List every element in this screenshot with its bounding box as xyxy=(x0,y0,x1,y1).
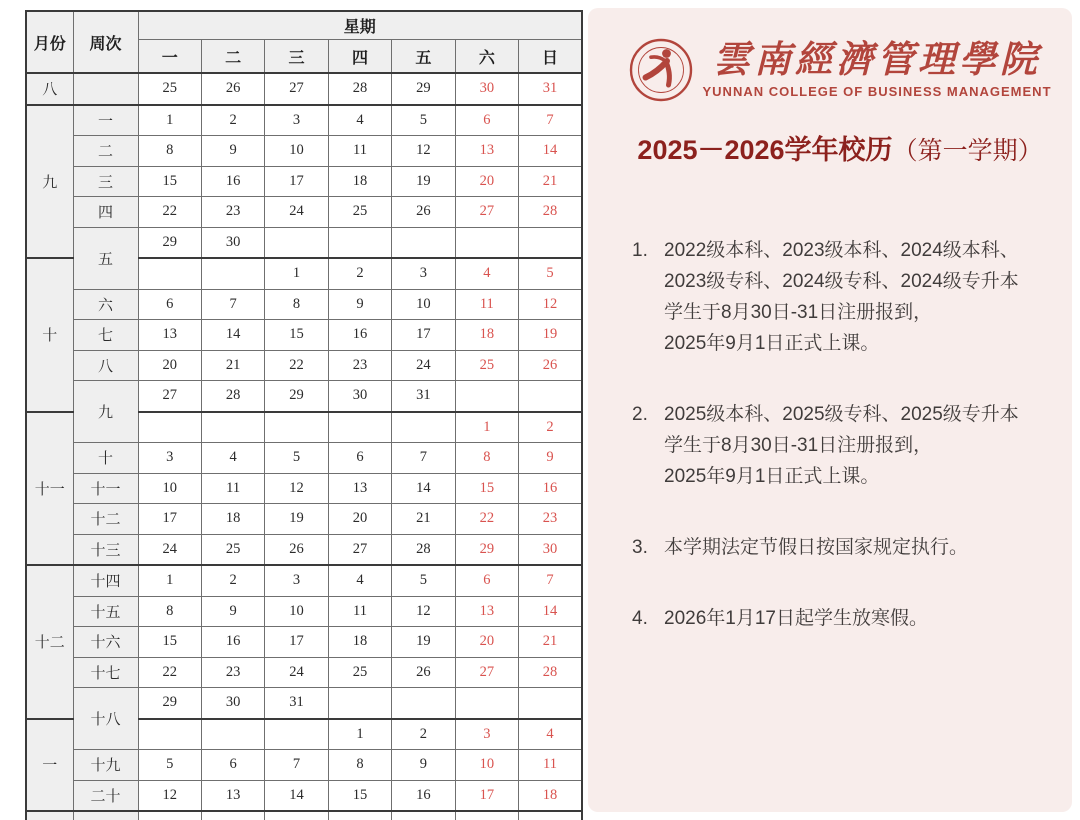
day-cell: 19 xyxy=(392,627,455,658)
calendar-row xyxy=(26,350,582,381)
day-cell xyxy=(519,381,582,412)
note-item xyxy=(632,399,1048,492)
day-cell: 8 xyxy=(328,750,391,781)
day-cell xyxy=(138,412,201,443)
day-cell: 1 xyxy=(455,412,518,443)
day-cell: 6 xyxy=(455,105,518,136)
day-cell xyxy=(265,719,328,750)
day-cell: 20 xyxy=(328,504,391,535)
week-cell: 四 xyxy=(73,197,138,228)
day-cell: 18 xyxy=(519,780,582,811)
day-cell: 28 xyxy=(392,534,455,565)
day-cell: 26 xyxy=(519,350,582,381)
notes-list xyxy=(632,235,1048,634)
note-number: 3. xyxy=(632,537,648,558)
day-cell: 10 xyxy=(455,750,518,781)
day-cell: 10 xyxy=(138,473,201,504)
day-cell: 14 xyxy=(519,136,582,167)
note-line: 2025级本科、2025级专科、2025级专升本 xyxy=(664,404,1019,425)
day-cell: 16 xyxy=(392,780,455,811)
day-cell xyxy=(455,811,518,820)
day-cell xyxy=(328,811,391,820)
day-cell: 23 xyxy=(519,504,582,535)
day-cell: 16 xyxy=(328,320,391,351)
calendar-row xyxy=(26,750,582,781)
week-cell xyxy=(73,73,138,105)
day-cell: 22 xyxy=(138,657,201,688)
month-cell xyxy=(26,811,73,820)
note-text xyxy=(664,399,1019,492)
calendar-row xyxy=(26,197,582,228)
week-cell: 十八 xyxy=(73,688,138,750)
day-cell: 21 xyxy=(519,627,582,658)
note-line: 2025年9月1日正式上课。 xyxy=(664,333,880,354)
day-cell: 20 xyxy=(455,627,518,658)
day-cell: 14 xyxy=(201,320,264,351)
header-weekday: 五 xyxy=(392,40,455,74)
week-cell: 五 xyxy=(73,227,138,289)
day-cell: 10 xyxy=(265,136,328,167)
day-cell: 9 xyxy=(201,136,264,167)
week-cell: 十九 xyxy=(73,750,138,781)
day-cell: 25 xyxy=(328,197,391,228)
day-cell: 21 xyxy=(519,166,582,197)
header-weekday: 日 xyxy=(519,40,582,74)
day-cell: 19 xyxy=(392,166,455,197)
day-cell: 19 xyxy=(519,320,582,351)
day-cell: 21 xyxy=(201,350,264,381)
day-cell: 5 xyxy=(138,750,201,781)
week-cell: 六 xyxy=(73,289,138,320)
day-cell: 2 xyxy=(201,565,264,596)
note-line: 本学期法定节假日按国家规定执行。 xyxy=(664,537,969,558)
day-cell xyxy=(328,412,391,443)
day-cell: 15 xyxy=(455,473,518,504)
week-cell: 二 xyxy=(73,136,138,167)
day-cell: 16 xyxy=(201,166,264,197)
day-cell: 15 xyxy=(328,780,391,811)
day-cell: 4 xyxy=(519,719,582,750)
day-cell: 31 xyxy=(392,381,455,412)
day-cell xyxy=(455,227,518,258)
day-cell: 11 xyxy=(201,473,264,504)
day-cell: 27 xyxy=(138,381,201,412)
day-cell: 17 xyxy=(265,627,328,658)
day-cell: 3 xyxy=(265,565,328,596)
calendar-row xyxy=(26,136,582,167)
day-cell: 13 xyxy=(201,780,264,811)
day-cell: 5 xyxy=(265,443,328,474)
note-text xyxy=(664,235,1019,359)
page-title xyxy=(632,128,1048,167)
day-cell: 3 xyxy=(392,258,455,289)
day-cell: 13 xyxy=(138,320,201,351)
day-cell: 28 xyxy=(328,73,391,105)
day-cell: 28 xyxy=(519,657,582,688)
college-seal-icon xyxy=(629,38,693,102)
header-weekday: 四 xyxy=(328,40,391,74)
day-cell: 19 xyxy=(265,504,328,535)
college-name-en: YUNNAN COLLEGE OF BUSINESS MANAGEMENT xyxy=(702,84,1052,99)
day-cell: 14 xyxy=(265,780,328,811)
calendar-row xyxy=(26,534,582,565)
day-cell: 10 xyxy=(265,596,328,627)
calendar-row xyxy=(26,320,582,351)
day-cell xyxy=(328,227,391,258)
week-cell: 三 xyxy=(73,166,138,197)
day-cell: 29 xyxy=(138,227,201,258)
day-cell: 5 xyxy=(519,258,582,289)
day-cell: 6 xyxy=(138,289,201,320)
week-cell: 七 xyxy=(73,320,138,351)
day-cell xyxy=(138,811,201,820)
day-cell xyxy=(138,258,201,289)
day-cell: 9 xyxy=(201,596,264,627)
day-cell: 11 xyxy=(455,289,518,320)
day-cell: 27 xyxy=(455,197,518,228)
info-panel xyxy=(588,8,1072,812)
day-cell: 26 xyxy=(201,73,264,105)
header-weekday-group: 星期 xyxy=(138,11,582,40)
day-cell: 14 xyxy=(519,596,582,627)
day-cell: 2 xyxy=(201,105,264,136)
note-line: 学生于8月30日-31日注册报到， xyxy=(664,302,933,323)
day-cell xyxy=(265,811,328,820)
day-cell: 26 xyxy=(392,657,455,688)
note-text xyxy=(664,603,928,634)
calendar-row xyxy=(26,596,582,627)
day-cell: 4 xyxy=(328,105,391,136)
day-cell: 1 xyxy=(328,719,391,750)
calendar-row xyxy=(26,443,582,474)
day-cell: 3 xyxy=(138,443,201,474)
day-cell: 12 xyxy=(138,780,201,811)
day-cell: 1 xyxy=(138,105,201,136)
day-cell: 11 xyxy=(328,596,391,627)
day-cell: 5 xyxy=(392,105,455,136)
day-cell: 11 xyxy=(328,136,391,167)
calendar-row xyxy=(26,289,582,320)
month-cell: 九 xyxy=(26,105,73,259)
day-cell: 4 xyxy=(455,258,518,289)
day-cell xyxy=(519,227,582,258)
week-cell: 十七 xyxy=(73,657,138,688)
day-cell: 2 xyxy=(328,258,391,289)
day-cell: 25 xyxy=(328,657,391,688)
week-cell: 十一 xyxy=(73,473,138,504)
college-brand xyxy=(632,38,1052,102)
note-line: 2023级专科、2024级专科、2024级专升本 xyxy=(664,271,1019,292)
calendar-row xyxy=(26,811,582,820)
calendar-row xyxy=(26,657,582,688)
day-cell xyxy=(455,381,518,412)
day-cell xyxy=(392,412,455,443)
week-cell: 十六 xyxy=(73,627,138,658)
day-cell: 13 xyxy=(455,596,518,627)
page-title-main: 2025－2026学年校历 xyxy=(637,135,893,165)
day-cell: 6 xyxy=(201,750,264,781)
day-cell: 7 xyxy=(392,443,455,474)
day-cell: 29 xyxy=(265,381,328,412)
week-cell: 一 xyxy=(73,105,138,136)
week-cell: 二十 xyxy=(73,780,138,811)
day-cell: 15 xyxy=(138,166,201,197)
calendar-row xyxy=(26,166,582,197)
calendar-row xyxy=(26,504,582,535)
day-cell: 7 xyxy=(519,565,582,596)
week-cell: 十二 xyxy=(73,504,138,535)
day-cell xyxy=(265,412,328,443)
day-cell xyxy=(201,258,264,289)
day-cell: 29 xyxy=(392,73,455,105)
day-cell: 25 xyxy=(138,73,201,105)
day-cell: 31 xyxy=(519,73,582,105)
day-cell xyxy=(455,688,518,719)
day-cell xyxy=(138,719,201,750)
day-cell: 15 xyxy=(138,627,201,658)
day-cell: 4 xyxy=(201,443,264,474)
day-cell xyxy=(519,688,582,719)
day-cell: 24 xyxy=(138,534,201,565)
day-cell: 2 xyxy=(519,412,582,443)
day-cell: 17 xyxy=(265,166,328,197)
day-cell: 7 xyxy=(201,289,264,320)
calendar-row xyxy=(26,381,582,412)
day-cell: 30 xyxy=(201,227,264,258)
day-cell: 26 xyxy=(392,197,455,228)
week-cell: 八 xyxy=(73,350,138,381)
day-cell: 10 xyxy=(392,289,455,320)
calendar-row xyxy=(26,688,582,719)
header-weekday: 二 xyxy=(201,40,264,74)
day-cell: 3 xyxy=(455,719,518,750)
note-line: 2025年9月1日正式上课。 xyxy=(664,466,880,487)
day-cell: 25 xyxy=(455,350,518,381)
day-cell: 18 xyxy=(455,320,518,351)
week-cell xyxy=(73,811,138,820)
header-week: 周次 xyxy=(73,11,138,73)
day-cell: 17 xyxy=(455,780,518,811)
day-cell xyxy=(392,811,455,820)
calendar-header-row xyxy=(26,11,582,40)
day-cell: 20 xyxy=(138,350,201,381)
calendar-table xyxy=(25,10,583,820)
day-cell: 21 xyxy=(392,504,455,535)
month-cell: 一 xyxy=(26,719,73,812)
day-cell xyxy=(519,811,582,820)
day-cell: 8 xyxy=(455,443,518,474)
day-cell: 27 xyxy=(328,534,391,565)
day-cell: 9 xyxy=(519,443,582,474)
calendar-row xyxy=(26,105,582,136)
day-cell: 7 xyxy=(265,750,328,781)
note-line: 2026年1月17日起学生放寒假。 xyxy=(664,608,928,629)
college-name-cn: 雲南經濟管理學院 xyxy=(713,40,1041,81)
header-weekday: 三 xyxy=(265,40,328,74)
day-cell: 18 xyxy=(201,504,264,535)
calendar-row xyxy=(26,73,582,105)
day-cell: 23 xyxy=(328,350,391,381)
day-cell xyxy=(265,227,328,258)
day-cell: 30 xyxy=(519,534,582,565)
day-cell: 24 xyxy=(265,657,328,688)
note-number: 4. xyxy=(632,608,648,629)
header-weekday: 一 xyxy=(138,40,201,74)
day-cell: 27 xyxy=(455,657,518,688)
day-cell: 12 xyxy=(392,596,455,627)
day-cell xyxy=(392,227,455,258)
day-cell: 11 xyxy=(519,750,582,781)
day-cell: 7 xyxy=(519,105,582,136)
month-cell: 十 xyxy=(26,258,73,412)
day-cell: 25 xyxy=(201,534,264,565)
header-month: 月份 xyxy=(26,11,73,73)
day-cell: 30 xyxy=(455,73,518,105)
week-cell: 十四 xyxy=(73,565,138,596)
day-cell: 16 xyxy=(519,473,582,504)
day-cell: 1 xyxy=(265,258,328,289)
calendar-row xyxy=(26,627,582,658)
day-cell: 30 xyxy=(328,381,391,412)
note-item xyxy=(632,532,1048,563)
day-cell: 27 xyxy=(265,73,328,105)
day-cell: 14 xyxy=(392,473,455,504)
day-cell: 3 xyxy=(265,105,328,136)
note-line: 学生于8月30日-31日注册报到， xyxy=(664,435,933,456)
header-weekday: 六 xyxy=(455,40,518,74)
day-cell: 18 xyxy=(328,627,391,658)
page-title-sub: （第一学期） xyxy=(892,137,1043,165)
day-cell: 17 xyxy=(392,320,455,351)
day-cell: 24 xyxy=(392,350,455,381)
day-cell: 22 xyxy=(138,197,201,228)
day-cell xyxy=(201,811,264,820)
note-item xyxy=(632,603,1048,634)
day-cell: 22 xyxy=(455,504,518,535)
week-cell: 十五 xyxy=(73,596,138,627)
day-cell: 12 xyxy=(392,136,455,167)
week-cell: 十 xyxy=(73,443,138,474)
day-cell: 9 xyxy=(392,750,455,781)
day-cell: 2 xyxy=(392,719,455,750)
day-cell: 20 xyxy=(455,166,518,197)
day-cell: 13 xyxy=(455,136,518,167)
note-number: 2. xyxy=(632,404,648,425)
day-cell: 16 xyxy=(201,627,264,658)
day-cell: 15 xyxy=(265,320,328,351)
day-cell: 1 xyxy=(138,565,201,596)
day-cell xyxy=(201,719,264,750)
day-cell: 17 xyxy=(138,504,201,535)
day-cell: 12 xyxy=(519,289,582,320)
note-line: 2022级本科、2023级本科、2024级本科、 xyxy=(664,240,1019,261)
month-cell: 八 xyxy=(26,73,73,105)
day-cell: 12 xyxy=(265,473,328,504)
day-cell xyxy=(392,688,455,719)
day-cell: 29 xyxy=(138,688,201,719)
note-text xyxy=(664,532,968,563)
calendar-row xyxy=(26,565,582,596)
week-cell: 十三 xyxy=(73,534,138,565)
day-cell: 6 xyxy=(328,443,391,474)
month-cell: 十一 xyxy=(26,412,73,566)
day-cell: 13 xyxy=(328,473,391,504)
day-cell: 31 xyxy=(265,688,328,719)
day-cell: 23 xyxy=(201,197,264,228)
college-name-block xyxy=(703,41,1052,99)
day-cell: 18 xyxy=(328,166,391,197)
week-cell: 九 xyxy=(73,381,138,443)
day-cell: 8 xyxy=(265,289,328,320)
day-cell: 23 xyxy=(201,657,264,688)
calendar-row xyxy=(26,227,582,258)
day-cell: 28 xyxy=(519,197,582,228)
calendar-row xyxy=(26,780,582,811)
day-cell: 24 xyxy=(265,197,328,228)
day-cell: 4 xyxy=(328,565,391,596)
note-item xyxy=(632,235,1048,359)
month-cell: 十二 xyxy=(26,565,73,719)
day-cell: 22 xyxy=(265,350,328,381)
day-cell: 29 xyxy=(455,534,518,565)
day-cell xyxy=(328,688,391,719)
day-cell: 28 xyxy=(201,381,264,412)
day-cell: 6 xyxy=(455,565,518,596)
day-cell: 8 xyxy=(138,136,201,167)
calendar-row xyxy=(26,473,582,504)
day-cell xyxy=(201,412,264,443)
note-number: 1. xyxy=(632,240,648,261)
day-cell: 30 xyxy=(201,688,264,719)
day-cell: 9 xyxy=(328,289,391,320)
day-cell: 8 xyxy=(138,596,201,627)
day-cell: 5 xyxy=(392,565,455,596)
day-cell: 26 xyxy=(265,534,328,565)
